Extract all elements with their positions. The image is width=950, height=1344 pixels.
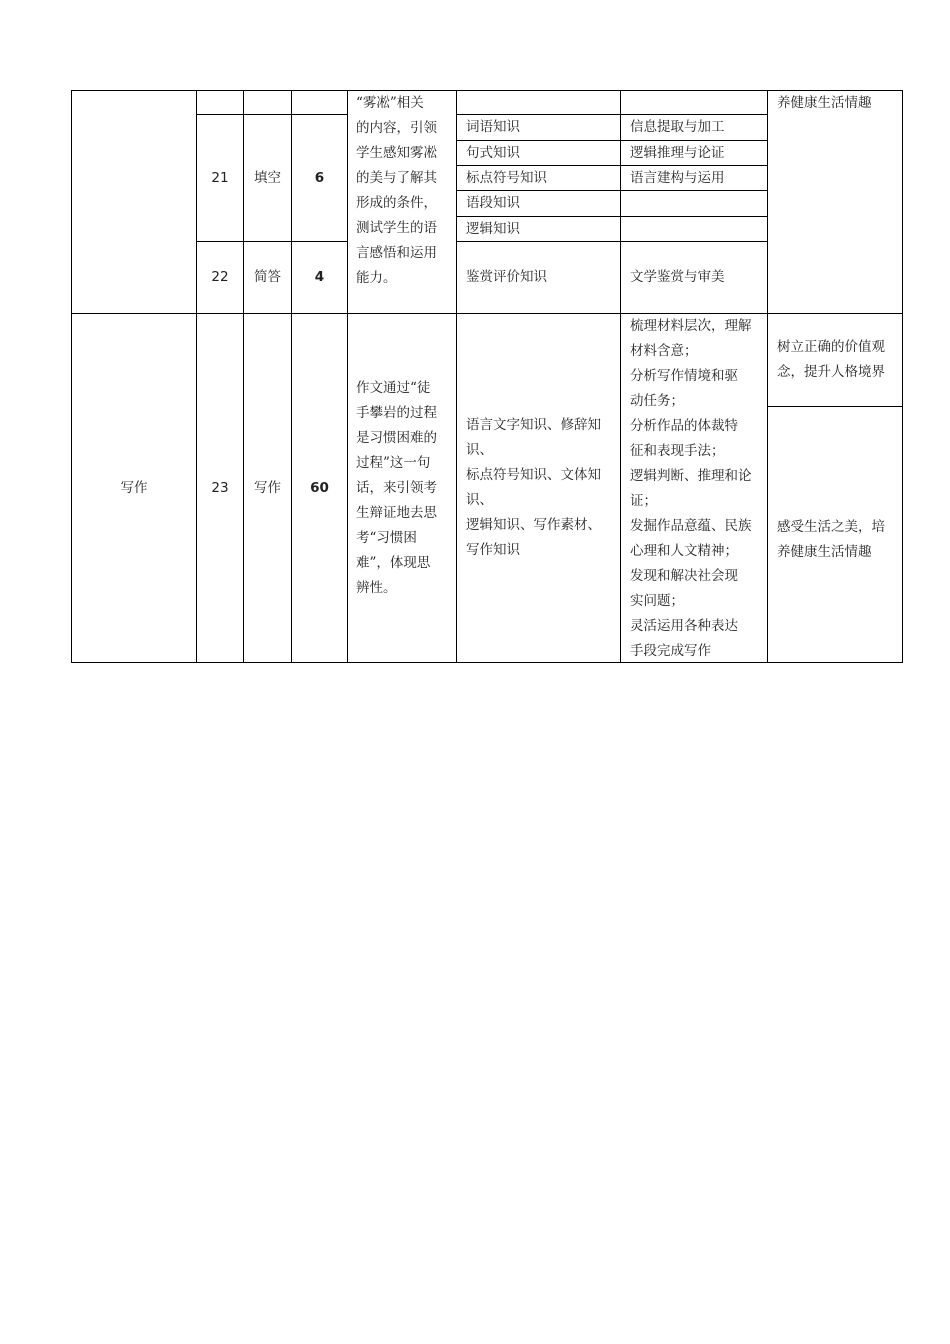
- description-line: 测试学生的语: [356, 220, 437, 236]
- ability-line: 实问题；: [630, 593, 684, 609]
- description-line: 是习惯困难的: [356, 429, 437, 446]
- knowledge-line: 识、: [466, 442, 493, 458]
- ability-line: 梳理材料层次，理解: [630, 318, 752, 334]
- goal-line: 养健康生活情趣: [777, 543, 872, 560]
- knowledge-cell: [457, 314, 620, 662]
- question-score: 60: [310, 479, 329, 496]
- description-line: 学生感知雾凇: [356, 145, 437, 161]
- question-type: 简答: [254, 269, 281, 285]
- ability-line: 发掘作品意蕴、民族: [630, 518, 752, 534]
- description-line: 生辩证地去思: [356, 504, 437, 521]
- knowledge-line: 写作知识: [466, 542, 520, 558]
- description-line: 能力。: [356, 270, 397, 286]
- question-number: 21: [211, 169, 229, 186]
- ability-line: 灵活运用各种表达: [630, 618, 738, 634]
- description-line: 手攀岩的过程: [356, 404, 437, 421]
- description-line: 考“习惯困: [356, 529, 417, 546]
- description-line: “雾凇”相关: [356, 95, 424, 111]
- ability-line: 分析写作情境和驱: [630, 368, 738, 384]
- knowledge-line: 语言文字知识、修辞知: [466, 417, 601, 433]
- description-line: 的内容，引领: [356, 120, 437, 136]
- goal-line: 感受生活之美，培: [777, 518, 885, 535]
- question-score: 4: [314, 269, 325, 285]
- description-line: 辨性。: [356, 579, 397, 596]
- knowledge-item: 语段知识: [466, 195, 520, 211]
- question-description: [348, 91, 456, 291]
- ability-line: 心理和人文精神；: [630, 543, 738, 559]
- question-type: 写作: [254, 479, 281, 496]
- ability-line: 证；: [630, 493, 657, 509]
- description-line: 过程”这一句: [356, 454, 431, 471]
- section-title: 写作: [120, 479, 148, 496]
- description-line: 的美与了解其: [356, 170, 437, 186]
- knowledge-line: 逻辑知识、写作素材、: [466, 517, 601, 533]
- ability-cell: [621, 314, 767, 662]
- ability-item: 逻辑推理与论证: [630, 144, 725, 161]
- description-line: 作文通过“徒: [356, 379, 431, 396]
- knowledge-line: 标点符号知识、文体知: [466, 467, 601, 483]
- ability-item: 文学鉴赏与审美: [630, 269, 725, 285]
- knowledge-item: 标点符号知识: [466, 169, 547, 186]
- ability-line: 征和表现手法；: [630, 443, 725, 459]
- question-score: 6: [314, 169, 325, 186]
- goal-cell: [768, 314, 902, 406]
- description-line: 话，来引领考: [356, 479, 437, 496]
- goal-line: 养健康生活情趣: [777, 95, 872, 111]
- goal-line: 树立正确的价值观: [777, 339, 885, 355]
- description-line: 言感悟和运用: [356, 245, 437, 261]
- ability-line: 逻辑判断、推理和论: [630, 468, 752, 484]
- ability-item: 信息提取与加工: [630, 119, 725, 135]
- question-type: 填空: [254, 169, 281, 186]
- question-description: [348, 314, 456, 662]
- question-number: 23: [211, 479, 229, 496]
- ability-line: 材料含意；: [630, 343, 698, 359]
- knowledge-item: 鉴赏评价知识: [466, 269, 547, 285]
- knowledge-item: 逻辑知识: [466, 220, 520, 237]
- knowledge-item: 词语知识: [466, 119, 520, 135]
- ability-line: 手段完成写作: [630, 643, 711, 659]
- ability-line: 发现和解决社会现: [630, 568, 738, 584]
- ability-line: 分析作品的体裁特: [630, 418, 738, 434]
- goal-cell: [768, 407, 902, 662]
- table-border-right: [902, 90, 903, 663]
- knowledge-item: 句式知识: [466, 144, 520, 161]
- description-line: 形成的条件，: [356, 195, 437, 211]
- description-line: 难”，体现思: [356, 554, 431, 571]
- ability-line: 动任务；: [630, 393, 684, 409]
- question-number: 22: [211, 269, 229, 285]
- goal-cell: [768, 91, 902, 116]
- ability-item: 语言建构与运用: [630, 169, 725, 186]
- goal-line: 念，提升人格境界: [777, 364, 885, 380]
- knowledge-line: 识、: [466, 492, 493, 508]
